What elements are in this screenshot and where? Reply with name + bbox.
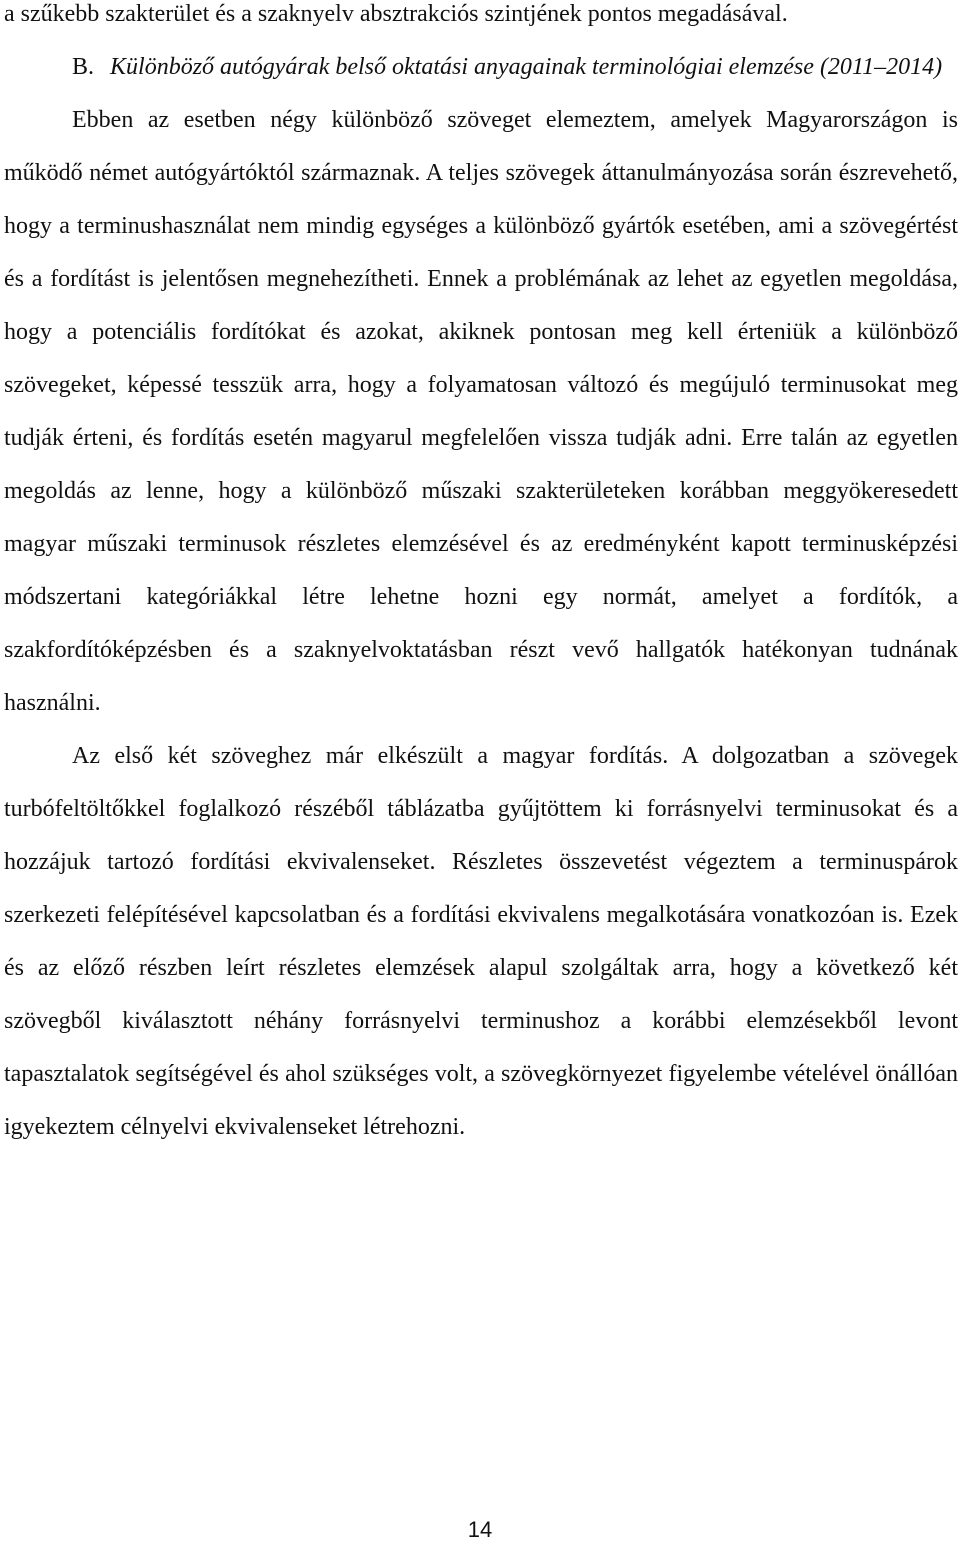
page-number: 14 — [467, 1517, 493, 1542]
section-number: B. — [72, 54, 95, 80]
section-years: (2011–2014) — [819, 54, 943, 80]
section-title: Különböző autógyárak belső oktatási anyagainak terminológiai elemzése — [110, 54, 814, 80]
paragraph-1: Ebben az esetben négy különböző szöveget elemeztem, amelyek Magyarországon is működő német autógyártóktól származnak. A teljes szövegek áttanulmányozása során észrevehető, hogy a terminushasználat nem mindig egységes a különböző gyártók esetében, ami a szövegértést és a fordítást is jelentősen megnehezítheti. Ennek a problémának az lehet az egyetlen megoldása, hogy a potenciális fordítókat és azokat, akiknek pontosan meg kell érteniük a különböző szövegeket, képessé tesszük arra, hogy a folyamatosan változó és megújuló terminusokat meg tudják érteni, és fordítás esetén magyarul megfelelően vissza tudják adni. Erre talán az egyetlen megoldás az lenne, hogy a különböző műszaki szakterületeken korábban meggyökeresedett magyar műszaki terminusok részletes elemzésével és az eredményként kapott terminusképzési módszertani kategóriákkal létre lehetne hozni egy normát, amelyet a fordítók, a szakfordítóképzésben és a szaknyelvoktatásban részt vevő hallgatók hatékonyan tudnának használni. — [4, 107, 958, 716]
paragraph-2: Az első két szöveghez már elkészült a magyar fordítás. A dolgozatban a szövegek turbófeltöltőkkel foglalkozó részéből táblázatba gyűjtöttem ki forrásnyelvi terminusokat és a hozzájuk tartozó fordítási ekvivalenseket. Részletes összevetést végeztem a terminuspárok szerkezeti felépítésével kapcsolatban és a fordítási ekvivalens megalkotására vonatkozóan is. Ezek és az előző részben leírt részletes elemzések alapul szolgáltak arra, hogy a következő két szövegből kiválasztott néhány forrásnyelvi terminushoz a korábbi elemzésekből levont tapasztalatok segítségével és ahol szükséges volt, a szövegkörnyezet figyelembe vételével önállóan igyekeztem célnyelvi ekvivalenseket létrehozni. — [4, 743, 958, 1140]
paragraph-intro: a szűkebb szakterület és a szaknyelv absztrakciós szintjének pontos megadásával. — [4, 1, 788, 27]
document-body — [4, 0, 958, 1154]
section-heading — [4, 41, 958, 94]
